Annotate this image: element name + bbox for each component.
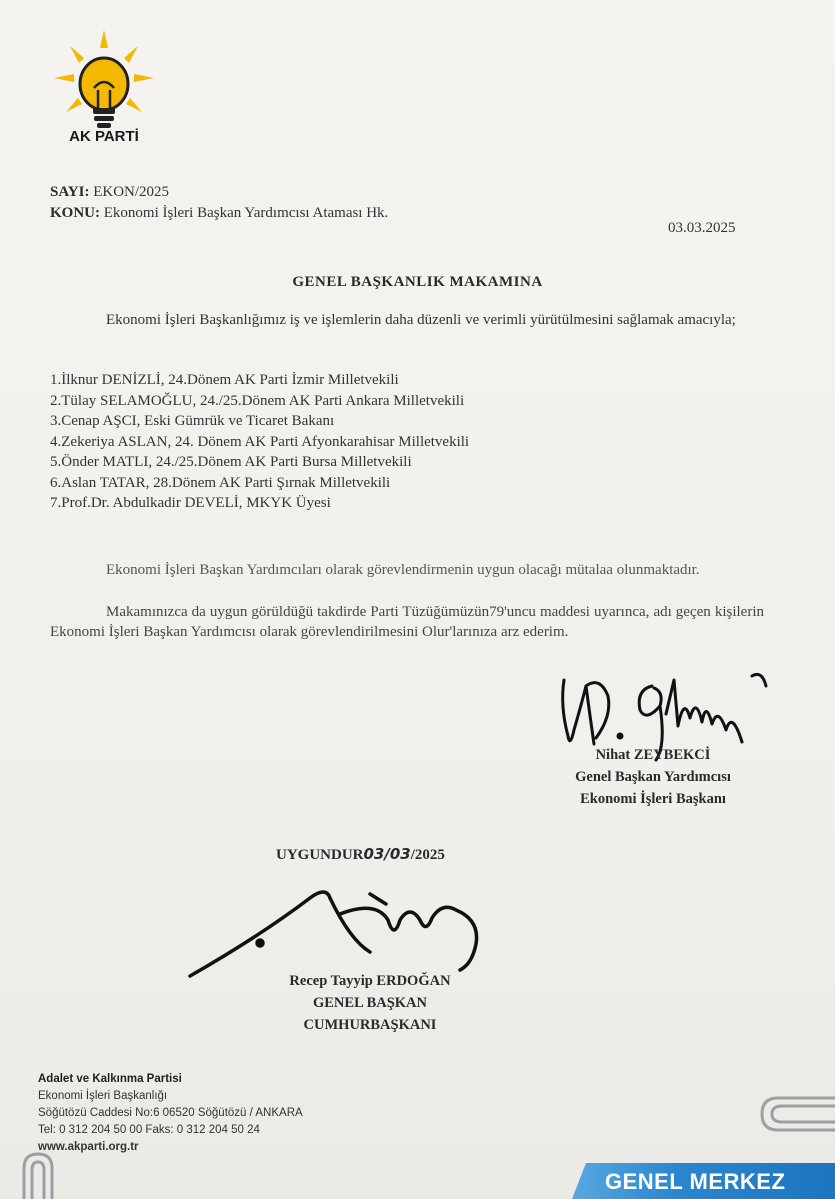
sayi-line [50, 184, 169, 201]
footer-dept: Ekonomi İşleri Başkanlığı [38, 1090, 168, 1102]
list-item: 4.Zekeriya ASLAN, 24. Dönem AK Parti Afyonkarahisar Milletvekili [50, 433, 470, 450]
signer-2-block [250, 970, 490, 1036]
signer-1-subtitle: Ekonomi İşleri Başkanı [580, 791, 726, 807]
footer-website: www.akparti.org.tr [38, 1141, 139, 1153]
footer-address-line: Söğütözü Caddesi No:6 06520 Söğütözü / ANKARA [38, 1107, 303, 1119]
footer-org: Adalet ve Kalkınma Partisi [38, 1073, 182, 1085]
footer-banner-text: GENEL MERKEZ [605, 1169, 786, 1194]
intro-paragraph: Ekonomi İşleri Başkanlığımız iş ve işlemlerin daha düzenli ve verimli yürütülmesini sağlamak amacıyla; [106, 312, 736, 328]
logo-text: AK PARTİ [69, 128, 139, 145]
signer-2-name: Recep Tayyip ERDOĞAN [289, 973, 451, 989]
paragraph-2: Ekonomi İşleri Başkan Yardımcıları olarak görevlendirmenin uygun olacağı mütalaa olunmaktadır. [106, 562, 700, 578]
sayi-value: EKON/2025 [93, 184, 170, 200]
konu-line [50, 205, 388, 222]
approval-label: UYGUNDUR [276, 847, 364, 863]
paper-clip-icon [758, 1092, 835, 1138]
signer-1-name: Nihat ZEYBEKCİ [595, 747, 711, 763]
letter-heading: GENEL BAŞKANLIK MAKAMINA [292, 274, 543, 290]
list-item: 6.Aslan TATAR, 28.Dönem AK Parti Şırnak Milletvekili [50, 474, 391, 491]
signer-1-block [548, 744, 758, 810]
signer-1-title: Genel Başkan Yardımcısı [575, 769, 731, 785]
approval-line [276, 845, 445, 864]
footer-address [38, 1071, 303, 1156]
paper-clip-icon [16, 1150, 60, 1199]
letter-date: 03.03.2025 [668, 220, 736, 236]
footer-phone: Tel: 0 312 204 50 00 Faks: 0 312 204 50 24 [38, 1124, 260, 1136]
approval-year: /2025 [410, 847, 445, 863]
konu-label: KONU: [50, 205, 100, 221]
appointee-list [50, 370, 469, 514]
sayi-label: SAYI: [50, 184, 90, 200]
list-item: 5.Önder MATLI, 24./25.Dönem AK Parti Bursa Milletvekili [50, 454, 412, 470]
approval-handwritten-date: 03/03 [363, 845, 411, 863]
konu-value: Ekonomi İşleri Başkan Yardımcısı Ataması Hk. [103, 205, 389, 221]
signer-2-title: GENEL BAŞKAN [312, 995, 428, 1011]
paragraph-3: Makamınızca da uygun görüldüğü takdirde Parti Tüzüğümüzün79'uncu maddesi uyarınca, adı geçen kişilerin Ekonomi İşleri Başkan Yardımcısı olarak görevlendirilmesini Olur'larınıza arz ederim. [50, 604, 764, 640]
signature-erdogan [180, 880, 500, 980]
signer-2-subtitle: CUMHURBAŞKANI [303, 1017, 437, 1033]
list-item: 2.Tülay SELAMOĞLU, 24./25.Dönem AK Parti Ankara Milletvekili [50, 392, 465, 409]
list-item: 1.İlknur DENİZLİ, 24.Dönem AK Parti İzmir Milletvekili [50, 372, 399, 388]
list-item: 3.Cenap AŞCI, Eski Gümrük ve Ticaret Bakanı [50, 413, 335, 429]
list-item: 7.Prof.Dr. Abdulkadir DEVELİ, MKYK Üyesi [50, 495, 331, 511]
